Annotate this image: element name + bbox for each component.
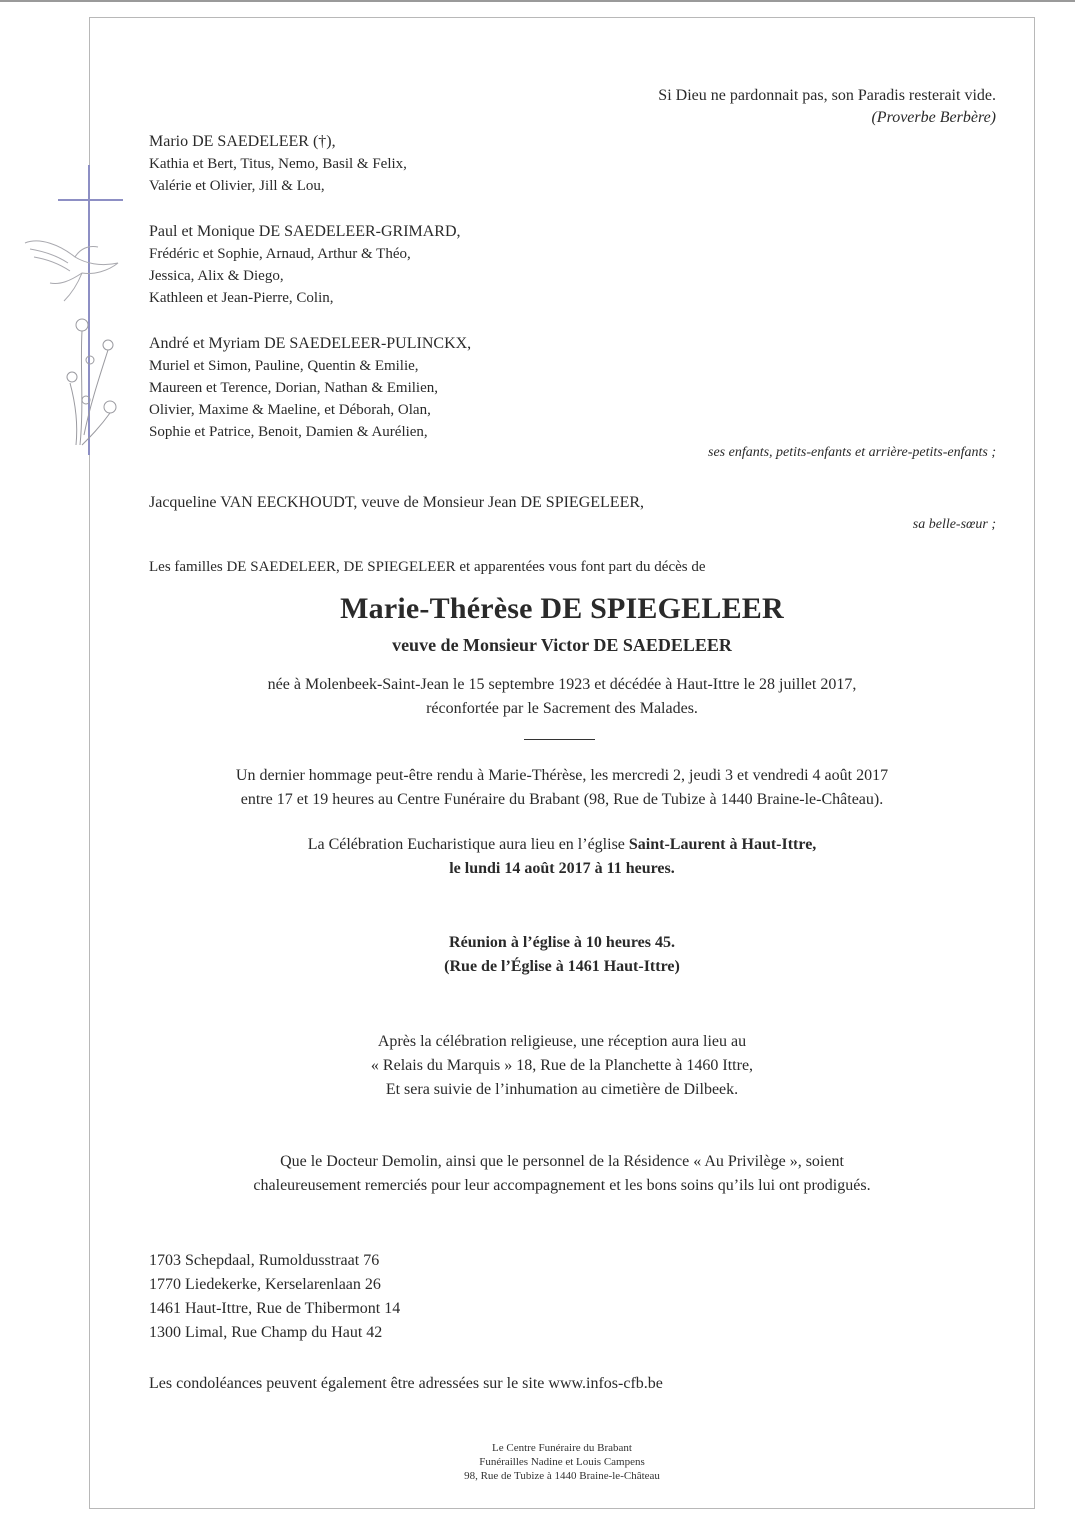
family-line: Jessica, Alix & Diego, xyxy=(149,268,284,284)
family-line: Kathleen et Jean-Pierre, Colin, xyxy=(149,290,334,306)
tribute-line: Un dernier hommage peut-être rendu à Marie-Thérèse, les mercredi 2, jeudi 3 et vendredi 4 août 2017 xyxy=(235,767,889,784)
birth-death-block xyxy=(89,673,1035,721)
thanks-block xyxy=(89,1150,1035,1198)
scan-top-edge xyxy=(0,0,1075,2)
reception-line: Après la célébration religieuse, une réception aura lieu au xyxy=(377,1033,747,1050)
family-line: Valérie et Olivier, Jill & Lou, xyxy=(149,178,325,194)
family-block-1 xyxy=(149,130,407,197)
family-line: Kathia et Bert, Titus, Nemo, Basil & Felix, xyxy=(149,156,407,172)
thanks-line: Que le Docteur Demolin, ainsi que le personnel de la Résidence « Au Privilège », soient xyxy=(280,1153,844,1170)
family-block-2 xyxy=(149,220,461,309)
celebration-date: le lundi 14 août 2017 à 11 heures. xyxy=(449,860,675,877)
meeting-line: (Rue de l’Église à 1461 Haut-Ittre) xyxy=(444,958,680,975)
address-line: 1300 Limal, Rue Champ du Haut 42 xyxy=(149,1324,383,1341)
dove-icon xyxy=(25,241,118,301)
celebration-place: Saint-Laurent à Haut-Ittre, xyxy=(628,836,817,853)
announcement: Les familles DE SAEDELEER, DE SPIEGELEER et apparentées vous font part du décès de xyxy=(149,559,706,575)
thanks-line: chaleureusement remerciés pour leur accompagnement et les bons soins qu’ils lui ont prodigués. xyxy=(253,1177,871,1194)
family-block-3 xyxy=(149,332,471,443)
cross-dove-ornament-icon xyxy=(20,145,130,465)
celebration-line xyxy=(89,833,1035,857)
tribute-block xyxy=(89,764,1035,812)
family-line: Sophie et Patrice, Benoit, Damien & Aurélien, xyxy=(149,424,428,440)
family-line: Olivier, Maxime & Maeline, et Déborah, Olan, xyxy=(149,402,431,418)
quote-text: Si Dieu ne pardonnait pas, son Paradis resterait vide. xyxy=(658,87,996,104)
sister-in-law-text: Jacqueline VAN EECKHOUDT, veuve de Monsieur Jean DE SPIEGELEER, xyxy=(149,494,645,511)
family-line: Maureen et Terence, Dorian, Nathan & Emilien, xyxy=(149,380,438,396)
address-line: 1461 Haut-Ittre, Rue de Thibermont 14 xyxy=(149,1300,401,1317)
address-line: 1770 Liedekerke, Kerselarenlaan 26 xyxy=(149,1276,381,1293)
born-died: née à Molenbeek-Saint-Jean le 15 septembre 1923 et décédée à Haut-Ittre le 28 juillet 2017, xyxy=(267,676,857,693)
deceased-name: Marie-Thérèse DE SPIEGELEER xyxy=(340,592,784,625)
footer-line: Le Centre Funéraire du Brabant xyxy=(492,1442,632,1454)
family-head: Paul et Monique DE SAEDELEER-GRIMARD, xyxy=(149,223,461,240)
meeting-line: Réunion à l’église à 10 heures 45. xyxy=(449,934,675,951)
sister-in-law-note: sa belle-sœur ; xyxy=(912,517,996,532)
footer-line: 98, Rue de Tubize à 1440 Braine-le-Château xyxy=(464,1470,660,1482)
address-line: 1703 Schepdaal, Rumoldusstraat 76 xyxy=(149,1252,380,1269)
reception-line: « Relais du Marquis » 18, Rue de la Planchette à 1460 Ittre, xyxy=(370,1057,754,1074)
celebration-block xyxy=(89,833,1035,881)
widow-of: veuve de Monsieur Victor DE SAEDELEER xyxy=(392,635,732,655)
addresses xyxy=(149,1249,400,1345)
family-line: Frédéric et Sophie, Arnaud, Arthur & Théo, xyxy=(149,246,411,262)
divider xyxy=(524,739,595,740)
comforted: réconfortée par le Sacrement des Malades. xyxy=(426,700,698,717)
flowers-icon xyxy=(67,319,116,445)
family-head: Mario DE SAEDELEER (†), xyxy=(149,133,336,150)
quote-source: (Proverbe Berbère) xyxy=(871,109,996,126)
meeting-block xyxy=(89,931,1035,979)
footer-line: Funérailles Nadine et Louis Campens xyxy=(479,1456,645,1468)
epigraph xyxy=(658,85,996,129)
tribute-line: entre 17 et 19 heures au Centre Funéraire du Brabant (98, Rue de Tubize à 1440 Braine-le-Château). xyxy=(240,791,884,808)
condolences: Les condoléances peuvent également être adressées sur le site www.infos-cfb.be xyxy=(149,1375,663,1392)
reception-block xyxy=(89,1030,1035,1102)
family-head: André et Myriam DE SAEDELEER-PULINCKX, xyxy=(149,335,472,352)
family-line: Muriel et Simon, Pauline, Quentin & Emilie, xyxy=(149,358,419,374)
children-note: ses enfants, petits-enfants et arrière-petits-enfants ; xyxy=(708,445,996,460)
celebration-prefix: La Célébration Eucharistique aura lieu en l’église xyxy=(307,836,629,853)
funeral-home-footer xyxy=(89,1441,1035,1483)
reception-line: Et sera suivie de l’inhumation au cimetière de Dilbeek. xyxy=(385,1081,739,1098)
